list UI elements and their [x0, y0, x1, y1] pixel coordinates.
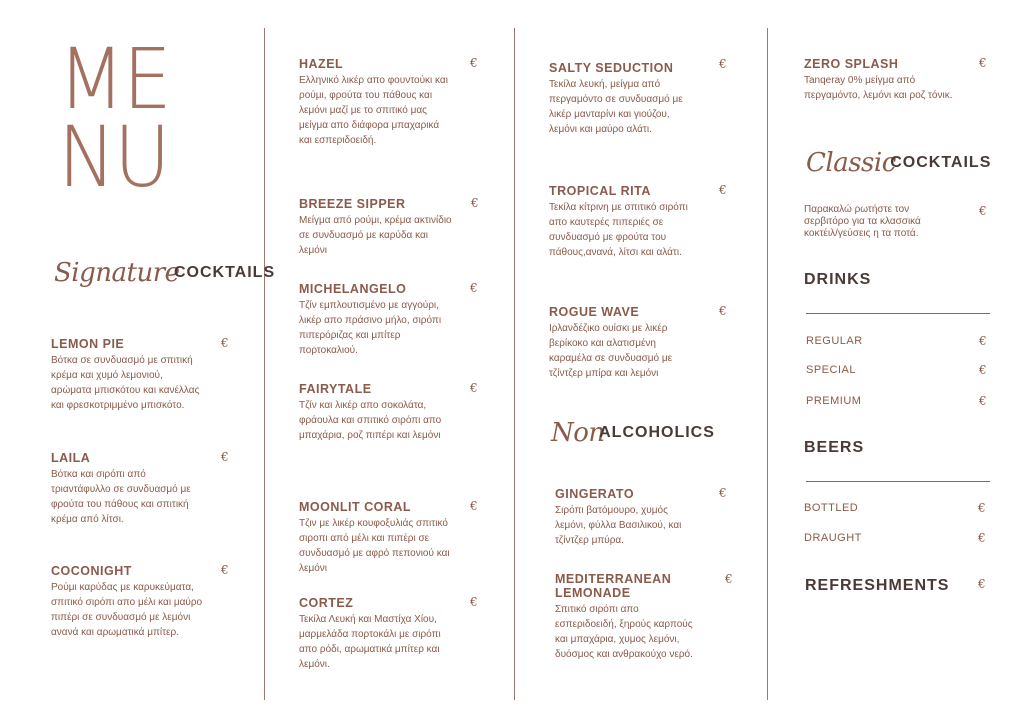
menu-title-line2: NU [58, 108, 169, 206]
column-divider-3 [767, 28, 768, 700]
item-description: Βότκα σε συνδυασμό με σπιτική κρέμα και χυμό λεμονιού, αρώματα μπισκότου και κανέλλας και φρεσκοτριμμένο μπισκότο. [51, 355, 200, 411]
price-euro: € [470, 499, 478, 513]
menu-item [299, 282, 449, 358]
item-name: FAIRYTALE [299, 382, 372, 396]
drinks-row-regular: REGULAR [806, 335, 863, 347]
price-euro: € [719, 304, 727, 318]
item-description: Τζίν εμπλουτισμένο με αγγούρι, λικέρ απο πράσινο μήλο, σιρόπι πιπερόριζας και μπίτερ πορτοκαλιού. [299, 300, 442, 356]
item-name: GINGERATO [555, 487, 635, 501]
signature-script-label: Signature [54, 258, 180, 288]
price-euro: € [470, 281, 478, 295]
price-euro: € [979, 56, 987, 70]
price-euro: € [979, 204, 987, 218]
price-euro: € [979, 334, 987, 348]
item-description: Τζίν και λικέρ απο σοκολάτα, φράουλα και σπιτικό σιρόπι απο μπαχάρια, ροζ πιπέρι και λεμόνι [299, 400, 442, 441]
classic-note [804, 204, 954, 240]
price-euro: € [719, 57, 727, 71]
item-description: Τεκίλα κίτρινη με σπιτικό σιρόπι απο καυτερές πιπεριές σε συνδυασμό με φρούτα του πάθους,ανανά, λίτσι και αλάτι. [549, 202, 688, 258]
item-name: HAZEL [299, 57, 344, 71]
beers-row-draught: DRAUGHT [804, 532, 862, 544]
beers-rule [806, 481, 990, 482]
price-euro: € [470, 56, 478, 70]
non-alcoholics-label: ALCOHOLICS [599, 424, 715, 441]
menu-item [299, 500, 454, 576]
menu-item [555, 487, 695, 548]
non-script-label: Non [551, 418, 605, 448]
menu-item [51, 564, 206, 640]
classic-note-text: Παρακαλώ ρωτήστε τον σερβιτόρο για τα κλασσικά κοκτέιλ/γεύσεις η τα ποτά. [804, 204, 921, 239]
classic-cocktails-heading [806, 148, 991, 178]
item-description: Ιρλανδέζικο ουίσκι με λικέρ βερίκοκο και αλατισμένη καραμέλα σε συνδυασμό με τζίντζερ μπίρα και λεμόνι [549, 323, 673, 379]
price-euro: € [471, 196, 479, 210]
classic-cocktails-label: COCKTAILS [890, 154, 992, 171]
drinks-heading: DRINKS [804, 271, 872, 288]
classic-script-label: Classic [806, 148, 896, 178]
item-description: Ρούμι καρύδας με καρυκεύματα, σπιτικό σιρόπι απο μέλι και μαύρο πιπέρι σε συνδυασμό με λεμόνι ανανά και αρωματικά μπίτερ. [51, 582, 203, 638]
signature-cocktails-label: COCKTAILS [173, 264, 276, 281]
item-description: Τεκίλα Λευκή και Μαστίχα Χίου, μαρμελάδα πορτοκάλι με σιρόπι απο ρόδι, αρωματικά μπίτερ και λεμόνι. [299, 614, 441, 670]
column-divider-2 [514, 28, 515, 700]
menu-item [299, 382, 449, 443]
item-description: Tanqeray 0% μείγμα από περγαμόντο, λεμόνι και ροζ τόνικ. [804, 75, 953, 101]
price-euro: € [221, 450, 229, 464]
drinks-row-premium: PREMIUM [806, 395, 862, 407]
item-name: BREEZE SIPPER [299, 197, 406, 211]
item-name: SALTY SEDUCTION [549, 61, 674, 75]
menu-item [549, 184, 694, 260]
price-euro: € [470, 381, 478, 395]
menu-item [299, 197, 454, 258]
beers-heading: BEERS [804, 439, 865, 456]
item-name: ZERO SPLASH [804, 57, 899, 71]
item-description: Τεκίλα λευκή, μείγμα από περγαμόντο σε συνδυασμό με λικέρ μανταρίνι και γιούζου, λεμόνι και μαύρο αλάτι. [549, 79, 683, 135]
drinks-rule [806, 313, 990, 314]
price-euro: € [725, 572, 733, 586]
price-euro: € [470, 595, 478, 609]
item-name: MICHELANGELO [299, 282, 407, 296]
menu-title-line1: ME [58, 30, 170, 128]
item-description: Ελληνικό λικέρ απο φουντούκι και ρούμι, φρούτα του πάθους και λεμόνι μαζί με το σπιτικό μας μείγμα απο διάφορα μπαχαρικά και εσπεριδοειδή. [299, 75, 448, 146]
menu-item [299, 57, 449, 148]
signature-cocktails-heading [54, 258, 275, 288]
price-euro: € [978, 531, 986, 545]
menu-item [549, 305, 699, 381]
refreshments-heading: REFRESHMENTS [805, 577, 950, 594]
menu-item [549, 61, 694, 137]
price-euro: € [221, 563, 229, 577]
item-name: CORTEZ [299, 596, 354, 610]
item-name: LEMON PIE [51, 337, 125, 351]
menu-item [804, 57, 954, 103]
price-euro: € [221, 336, 229, 350]
item-name: LAILA [51, 451, 91, 465]
price-euro: € [979, 394, 987, 408]
price-euro: € [979, 363, 987, 377]
item-name: ROGUE WAVE [549, 305, 640, 319]
item-name: MEDITERRANEAN LEMONADE [555, 572, 672, 600]
non-alcoholics-heading [551, 418, 715, 448]
price-euro: € [978, 501, 986, 515]
price-euro: € [719, 183, 727, 197]
item-name: MOONLIT CORAL [299, 500, 412, 514]
menu-item [555, 572, 695, 662]
menu-item [51, 337, 201, 413]
menu-item [299, 596, 449, 672]
beers-row-bottled: BOTTLED [804, 502, 859, 514]
item-description: Σπιτικό σιρόπι απο εσπεριδοειδή, ξηρούς καρπούς και μπαχάρια, χυμος λεμόνι, δυόσμος και ανθρακούχο νερό. [555, 604, 693, 660]
item-description: Βότκα και σιρόπι από τριαντάφυλλο σε συνδυασμό με φρούτα του πάθους και σπιτική κρέμα από λίτσι. [51, 469, 191, 525]
item-name: COCONIGHT [51, 564, 132, 578]
menu-item [51, 451, 201, 527]
drinks-row-special: SPECIAL [806, 364, 856, 376]
column-divider-1 [264, 28, 265, 700]
item-name: TROPICAL RITA [549, 184, 651, 198]
item-description: Τζιν με λικέρ κουφοξυλιάς σπιτικό σιροπι από μέλι και πιπέρι σε συνδυασμό με αφρό πεπονιού και λεμόνι [299, 518, 450, 574]
item-description: Μείγμα από ρούμι, κρέμα ακτινίδιο σε συνδυασμό με καρύδα και λεμόνι [299, 215, 452, 256]
price-euro: € [978, 577, 986, 591]
item-description: Σιρόπι βατόμουρο, χυμός λεμόνι, φύλλα Βασιλικού, και τζίντζερ μπύρα. [555, 505, 682, 546]
price-euro: € [719, 486, 727, 500]
